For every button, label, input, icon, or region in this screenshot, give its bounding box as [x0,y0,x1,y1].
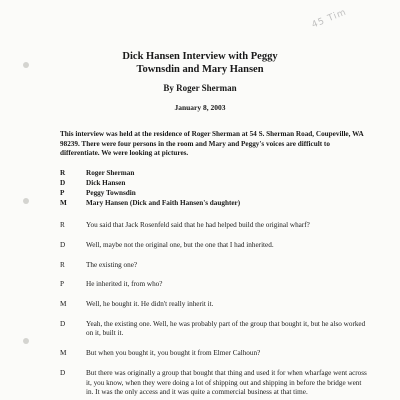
turn-speaker: D [60,240,66,249]
speaker-legend-row [60,198,240,208]
turn-text: But there was originally a group that bought that thing and used it for when wharfage went across it, you know, when they were doing a lot of shipping out and shipping in before the bridge went in. It was the only access and it was quite a commercial business at that time. [86,369,367,397]
punch-hole [23,198,29,204]
title-line-1: Dick Hansen Interview with Peggy [122,51,278,62]
punch-hole [23,338,29,344]
turn-text: Well, he bought it. He didn't really inherit it. [86,300,214,309]
transcript-turn [60,300,368,310]
transcript-turn [60,261,368,271]
transcript-turn [60,280,368,290]
turn-speaker: M [60,349,67,358]
speaker-legend-row [60,178,240,188]
interview-transcript [60,221,368,400]
turn-speaker: D [60,369,66,378]
intro-paragraph: This interview was held at the residence of Roger Sherman at 54 S. Sherman Road, Coupeville, WA 98239. There were four persons in the room and Mary and Peggy's voices are difficult to differentiate. We were looking at pictures. [60,130,364,157]
speaker-legend [60,168,240,208]
speaker-code: R [60,169,66,177]
turn-text: He inherited it, from who? [86,280,163,289]
turn-speaker: D [60,319,66,328]
turn-speaker: M [60,300,67,309]
turn-text: Yeah, the existing one. Well, he was probably part of the group that bought it, but he also worked on it, built it. [86,319,366,338]
transcript-turn [60,241,368,251]
speaker-name: Peggy Townsdin [86,189,136,197]
handwritten-note: 45 Tim [310,7,349,31]
document-title [0,50,400,76]
interview-date: January 8, 2003 [174,103,226,112]
speaker-legend-row [60,168,240,178]
turn-text: Well, maybe not the original one, but the one that I had inherited. [86,240,274,249]
turn-text: The existing one? [86,260,138,269]
turn-speaker: P [60,280,64,289]
turn-speaker: R [60,260,65,269]
transcript-turn [60,221,368,231]
transcript-turn [60,320,368,339]
speaker-name: Mary Hansen (Dick and Faith Hansen's daughter) [86,199,241,207]
speaker-code: D [60,179,66,187]
speaker-name: Dick Hansen [86,179,126,187]
turn-text: But when you bought it, you bought it from Elmer Calhoun? [86,349,261,358]
transcript-turn [60,369,368,398]
speaker-name: Roger Sherman [86,169,135,177]
speaker-code: P [60,189,65,197]
turn-text: You said that Jack Rosenfeld said that he had helped build the original wharf? [86,221,310,229]
transcript-turn [60,349,368,359]
speaker-legend-row [60,188,240,198]
turn-speaker: R [60,221,65,229]
author-byline: By Roger Sherman [163,83,237,93]
title-line-2: Townsdin and Mary Hansen [136,64,264,75]
speaker-code: M [60,199,67,207]
